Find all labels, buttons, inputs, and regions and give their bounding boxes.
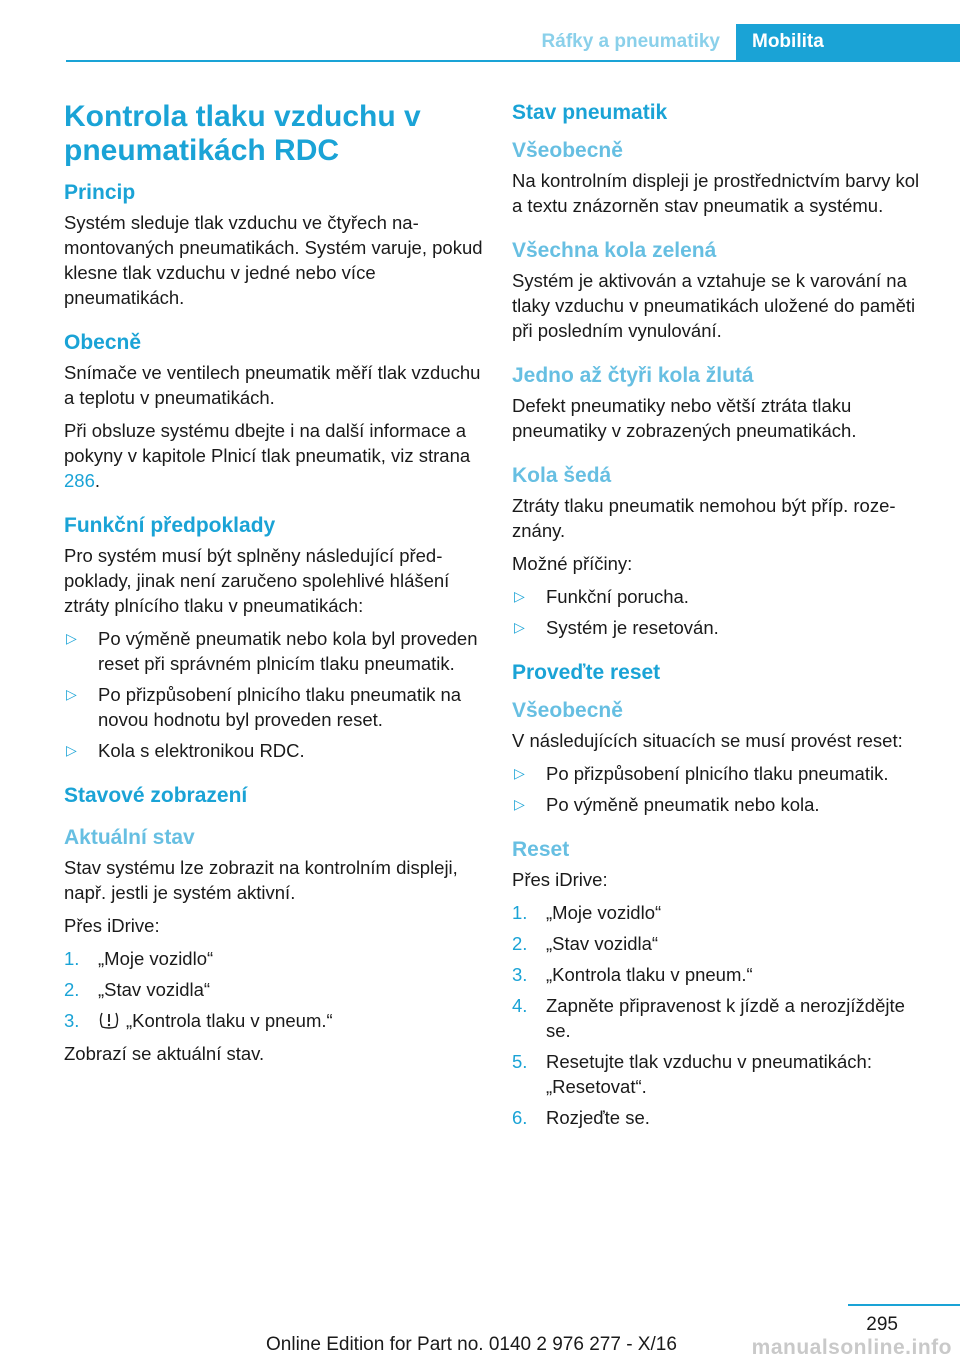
heading-obecne: Obecně — [64, 331, 142, 354]
bullet-triangle-icon: ▷ — [514, 796, 525, 812]
edition-note: Online Edition for Part no. 0140 2 976 277 - X/16 — [266, 1334, 677, 1355]
heading-aktualni: Aktuální stav — [64, 826, 195, 849]
text-predpoklady: Pro systém musí být splněny následující předpoklady, jinak není zaručeno spolehlivé hlášení ztráty plnícího tlaku v pneumatikách: — [64, 545, 450, 616]
reset-steps — [512, 900, 932, 1130]
heading-vseobecne-2: Všeobecně — [512, 699, 623, 722]
text-obecne-2: Při obsluze systému dbejte i na další informace a pokyny v kapitole Plnicí tlak pneumatik, viz strana 286. — [64, 420, 471, 491]
heading-princip: Princip — [64, 181, 136, 204]
list-item: ▷ Po výměně pneumatik nebo kola. — [514, 794, 820, 815]
text-aktualni-after: Zobrazí se aktuální stav. — [64, 1043, 265, 1064]
heading-zluta: Jedno až čtyři kola žlutá — [512, 364, 754, 387]
aktualni-steps — [64, 946, 484, 1033]
header-chapter-tab: Mobilita — [736, 24, 960, 62]
text-aktualni-1: Stav systému lze zobrazit na kontrolním displeji, např. jestli je systém aktivní. — [64, 857, 458, 903]
heading-vseobecne-1: Všeobecně — [512, 139, 623, 162]
list-item: 6. Rozjeďte se. — [512, 1107, 650, 1128]
page-header — [66, 24, 960, 62]
heading-predpoklady: Funkční předpoklady — [64, 514, 276, 537]
text-princip: Systém sleduje tlak vzduchu ve čtyřech namontovaných pneumatikách. Systém varuje, pokud klesne tlak vzduchu v jedné nebo více pneumatikách. — [64, 212, 483, 308]
text-aktualni-2: Přes iDrive: — [64, 915, 160, 936]
right-column — [512, 100, 932, 1138]
tire-pressure-warning-icon — [98, 1011, 120, 1029]
vseobecne-2-list — [512, 761, 932, 817]
text-reset: Přes iDrive: — [512, 869, 608, 890]
list-item: 2. „Stav vozidla“ — [64, 979, 211, 1000]
bullet-triangle-icon: ▷ — [66, 686, 77, 702]
list-item: 1. „Moje vozidlo“ — [64, 948, 214, 969]
list-item: 3. „Kontrola tlaku v pneum.“ — [64, 1010, 333, 1031]
text-zelena: Systém je aktivován a vztahuje se k varování na tlaky vzduchu v pneumatikách uložené do paměti při posledním vynulování. — [512, 270, 916, 341]
list-item: 3. „Kontrola tlaku v pneum.“ — [512, 964, 753, 985]
page-number: 295 — [866, 1314, 898, 1335]
heading-seda: Kola šedá — [512, 464, 612, 487]
footer-rule — [848, 1304, 960, 1306]
text-zluta: Defekt pneumatiky nebo větší ztráta tlaku pneumatiky v zobrazených pneumatikách. — [512, 395, 857, 441]
text-vseobecne-2: V následujících situacích se musí provést reset: — [512, 730, 903, 751]
list-item: ▷ Po přizpůsobení plnicího tlaku pneumatik na novou hodnotu byl proveden reset. — [66, 684, 462, 730]
text-seda: Ztráty tlaku pneumatik nemohou být příp. rozeznány. — [512, 495, 896, 541]
list-item: 2. „Stav vozidla“ — [512, 933, 659, 954]
list-item: ▷ Po výměně pneumatik nebo kola byl proveden reset při správném plnicím tlaku pneumatik. — [66, 628, 478, 674]
list-item: ▷ Funkční porucha. — [514, 586, 689, 607]
predpoklady-list — [64, 626, 484, 763]
page-link-286[interactable]: 286 — [64, 470, 95, 491]
list-item: 1. „Moje vozidlo“ — [512, 902, 662, 923]
left-column — [64, 100, 484, 1074]
bullet-triangle-icon: ▷ — [66, 742, 77, 758]
heading-zelena: Všechna kola zelená — [512, 239, 717, 262]
page-title: Kontrola tlaku vzduchu v pneumatikách RDC — [64, 100, 421, 167]
list-item: ▷ Systém je resetován. — [514, 617, 719, 638]
header-section-title: Ráfky a pneumatiky — [541, 31, 720, 52]
header-rule — [66, 60, 960, 62]
bullet-triangle-icon: ▷ — [514, 619, 525, 635]
bullet-triangle-icon: ▷ — [66, 630, 77, 646]
text-seda-2: Možné příčiny: — [512, 553, 633, 574]
list-item: 4. Zapněte připravenost k jízdě a nerozjíždějte se. — [512, 995, 905, 1041]
heading-reset: Reset — [512, 838, 570, 861]
watermark: manualsonline.info — [751, 1336, 952, 1359]
text-vseobecne-1: Na kontrolním displeji je prostřednictvím barvy kol a textu znázorněn stav pneumatik a systému. — [512, 170, 920, 216]
text-obecne-1: Snímače ve ventilech pneumatik měří tlak vzduchu a teplotu v pneumatikách. — [64, 362, 481, 408]
heading-stavove: Stavové zobrazení — [64, 784, 248, 807]
bullet-triangle-icon: ▷ — [514, 765, 525, 781]
seda-list — [512, 584, 932, 640]
bullet-triangle-icon: ▷ — [514, 588, 525, 604]
list-item: 5. Resetujte tlak vzduchu v pneumatikách: „Resetovat“. — [512, 1051, 872, 1097]
heading-provedte-reset: Proveďte reset — [512, 661, 661, 684]
list-item: ▷ Kola s elektronikou RDC. — [66, 740, 305, 761]
heading-stav-pneumatik: Stav pneumatik — [512, 101, 668, 124]
list-item: ▷ Po přizpůsobení plnicího tlaku pneumatik. — [514, 763, 889, 784]
